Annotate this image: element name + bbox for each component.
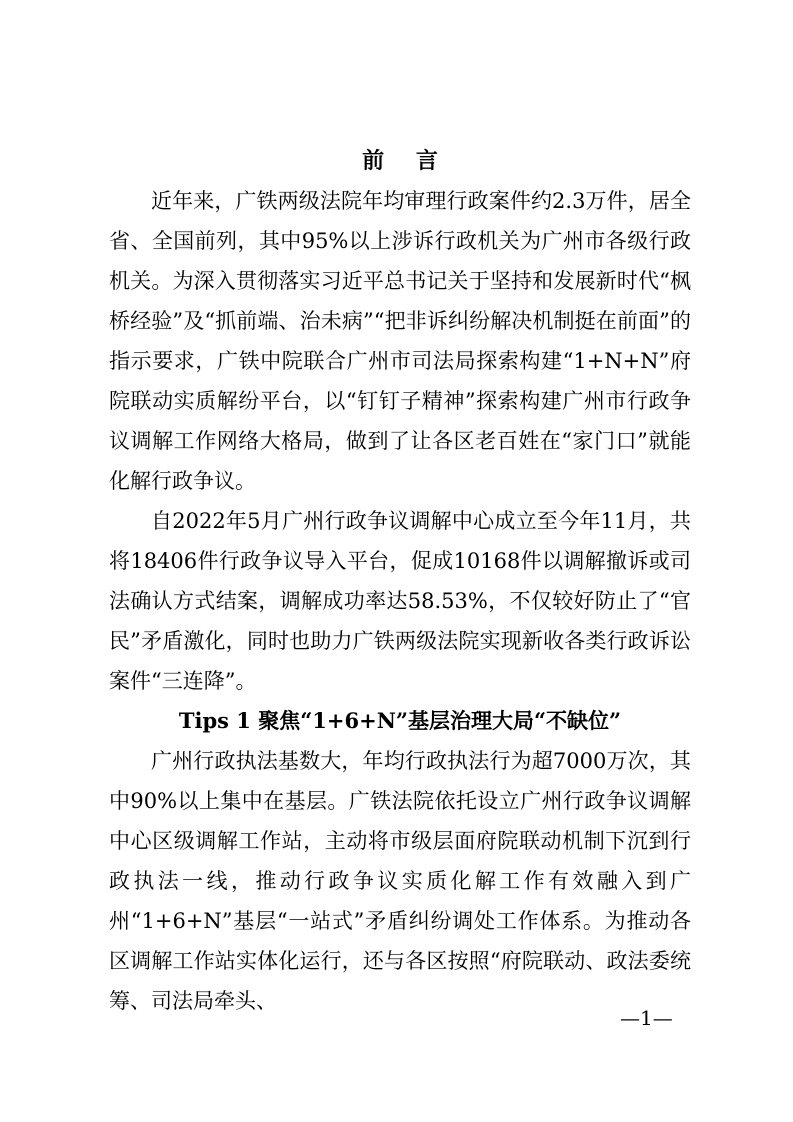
document-title: 前 言 [362, 148, 450, 174]
body-paragraph-2: 自2022年5月广州行政争议调解中心成立至今年11月，共将18406件行政争议导入平台，促成10168件以调解撤诉或司法确认方式结案，调解成功率达58.53%，不仅较好防止了“官民”矛盾激化，同时也助力广铁两级法院实现新收各类行政诉讼案件“三连降”。 [109, 509, 691, 693]
section-paragraph-1: 广州行政执法基数大，年均行政执法行为超7000万次，其中90%以上集中在基层。广铁法院依托设立广州行政争议调解中心区级调解工作站，主动将市级层面府院联动机制下沉到行政执法一线，推动行政争议实质化解工作有效融入到广州“1+6+N”基层“一站式”矛盾纠纷调处工作体系。为推动各区调解工作站实体化运行，还与各区按照“府院联动、政法委统筹、司法局牵头、 [109, 749, 691, 1013]
body-paragraph-1: 近年来，广铁两级法院年均审理行政案件约2.3万件，居全省、全国前列，其中95%以上涉诉行政机关为广州市各级行政机关。为深入贯彻落实习近平总书记关于坚持和发展新时代“枫桥经验”及“抓前端、治未病”“把非诉纠纷解决机制挺在前面”的指示要求，广铁中院联合广州市司法局探索构建“1+N+N”府院联动实质解纷平台，以“钉钉子精神”探索构建广州市行政争议调解工作网络大格局，做到了让各区老百姓在“家门口”就能化解行政争议。 [109, 189, 691, 493]
page-number: —1— [620, 1006, 673, 1030]
section-heading: Tips 1 聚焦“1+6+N”基层治理大局“不缺位” [178, 708, 622, 733]
document-body [109, 141, 691, 1021]
